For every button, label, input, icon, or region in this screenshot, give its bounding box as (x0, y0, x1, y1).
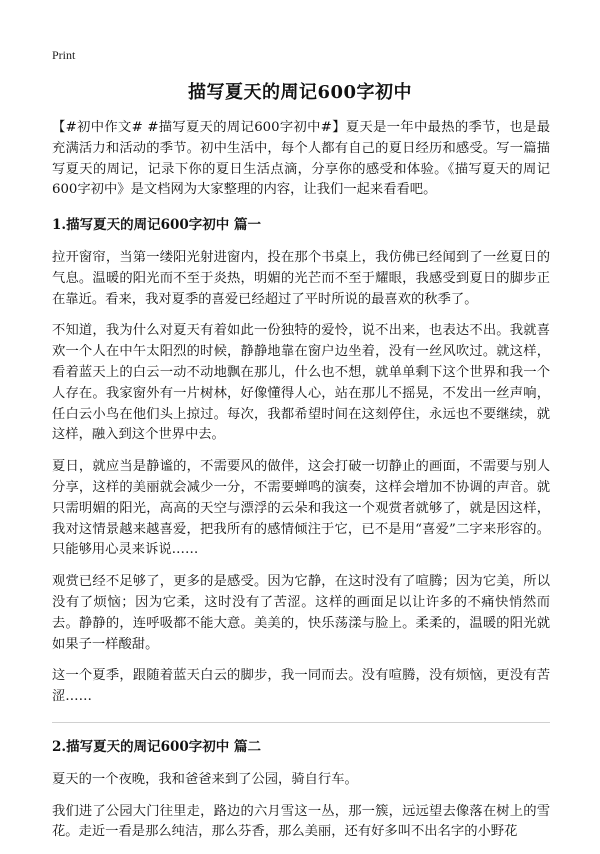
document-body (52, 118, 550, 854)
paragraph: 拉开窗帘，当第一缕阳光射进窗内，投在那个书桌上，我仿佛已经闻到了一丝夏日的气息。温暖的阳光而不至于炎热，明媚的光芒而不至于耀眼，我感受到夏日的脚步正在靠近。看来，我对夏季的喜爱已经超过了平时所说的最喜欢的秋季了。 (52, 249, 550, 307)
intro-paragraph: 【#初中作文# #描写夏天的周记600字初中#】夏天是一年中最热的季节，也是最充满活力和活动的季节。初中生活中，每个人都有自己的夏日经历和感受。写一篇描写夏天的周记，记录下你的夏日生活点滴，分享你的感受和体验。《描写夏天的周记600字初中》是文档网为大家整理的内容，让我们一起来看看吧。 (52, 120, 550, 198)
paragraph: 观赏已经不足够了，更多的是感受。因为它静，在这时没有了喧腾；因为它美，所以没有了烦恼；因为它柔，这时没有了苦涩。这样的画面足以让许多的不痛快悄然而去。静静的，连呼吸都不能大意。美美的，快乐荡漾与脸上。柔柔的，温暖的阳光就如果子一样酸甜。 (52, 574, 550, 652)
section-heading-2: 2.描写夏天的周记600字初中 篇二 (52, 738, 261, 755)
paragraph: 我们进了公园大门往里走，路边的六月雪这一丛，那一簇，远远望去像落在树上的雪花。走近一看是那么纯洁，那么芬香，那么美丽，还有好多叫不出名字的小野花 (52, 803, 550, 840)
print-link[interactable]: Print (52, 48, 76, 62)
paragraph: 不知道，我为什么对夏天有着如此一份独特的爱怜，说不出来，也表达不出。我就喜欢一个人在中午太阳烈的时候，静静地靠在窗户边坐着，没有一丝风吹过。就这样，看着蓝天上的白云一动不动地飘在那儿，什么也不想，就单单剩下这个世界和我一个人存在。我家窗外有一片树林，好像懂得人心，站在那儿不摇晃，不发出一丝声响，任白云小鸟在他们头上掠过。每次，我都希望时间在这刻停住，永远也不要继续，就这样，融入到这个世界中去。 (52, 323, 550, 443)
paragraph: 夏日，就应当是静谧的，不需要风的做伴，这会打破一切静止的画面，不需要与别人分享，这样的美丽就会减少一分，不需要蝉鸣的演奏，这样会增加不协调的声音。就只需明媚的阳光，高高的天空与漂浮的云朵和我这一个观赏者就够了，就是因这样，我对这情景越来越喜爱，把我所有的感情倾注于它，已不是用“喜爱”二字来形容的。只能够用心灵来诉说…… (52, 459, 550, 558)
paragraph: 这一个夏季，跟随着蓝天白云的脚步，我一同而去。没有喧腾，没有烦恼，更没有苦涩…… (52, 668, 550, 705)
document-title: 描写夏天的周记600字初中 (187, 82, 413, 103)
section-heading-1: 1.描写夏天的周记600字初中 篇一 (52, 217, 261, 234)
section-divider (52, 722, 550, 723)
paragraph: 夏天的一个夜晚，我和爸爸来到了公园，骑自行车。 (52, 771, 358, 787)
